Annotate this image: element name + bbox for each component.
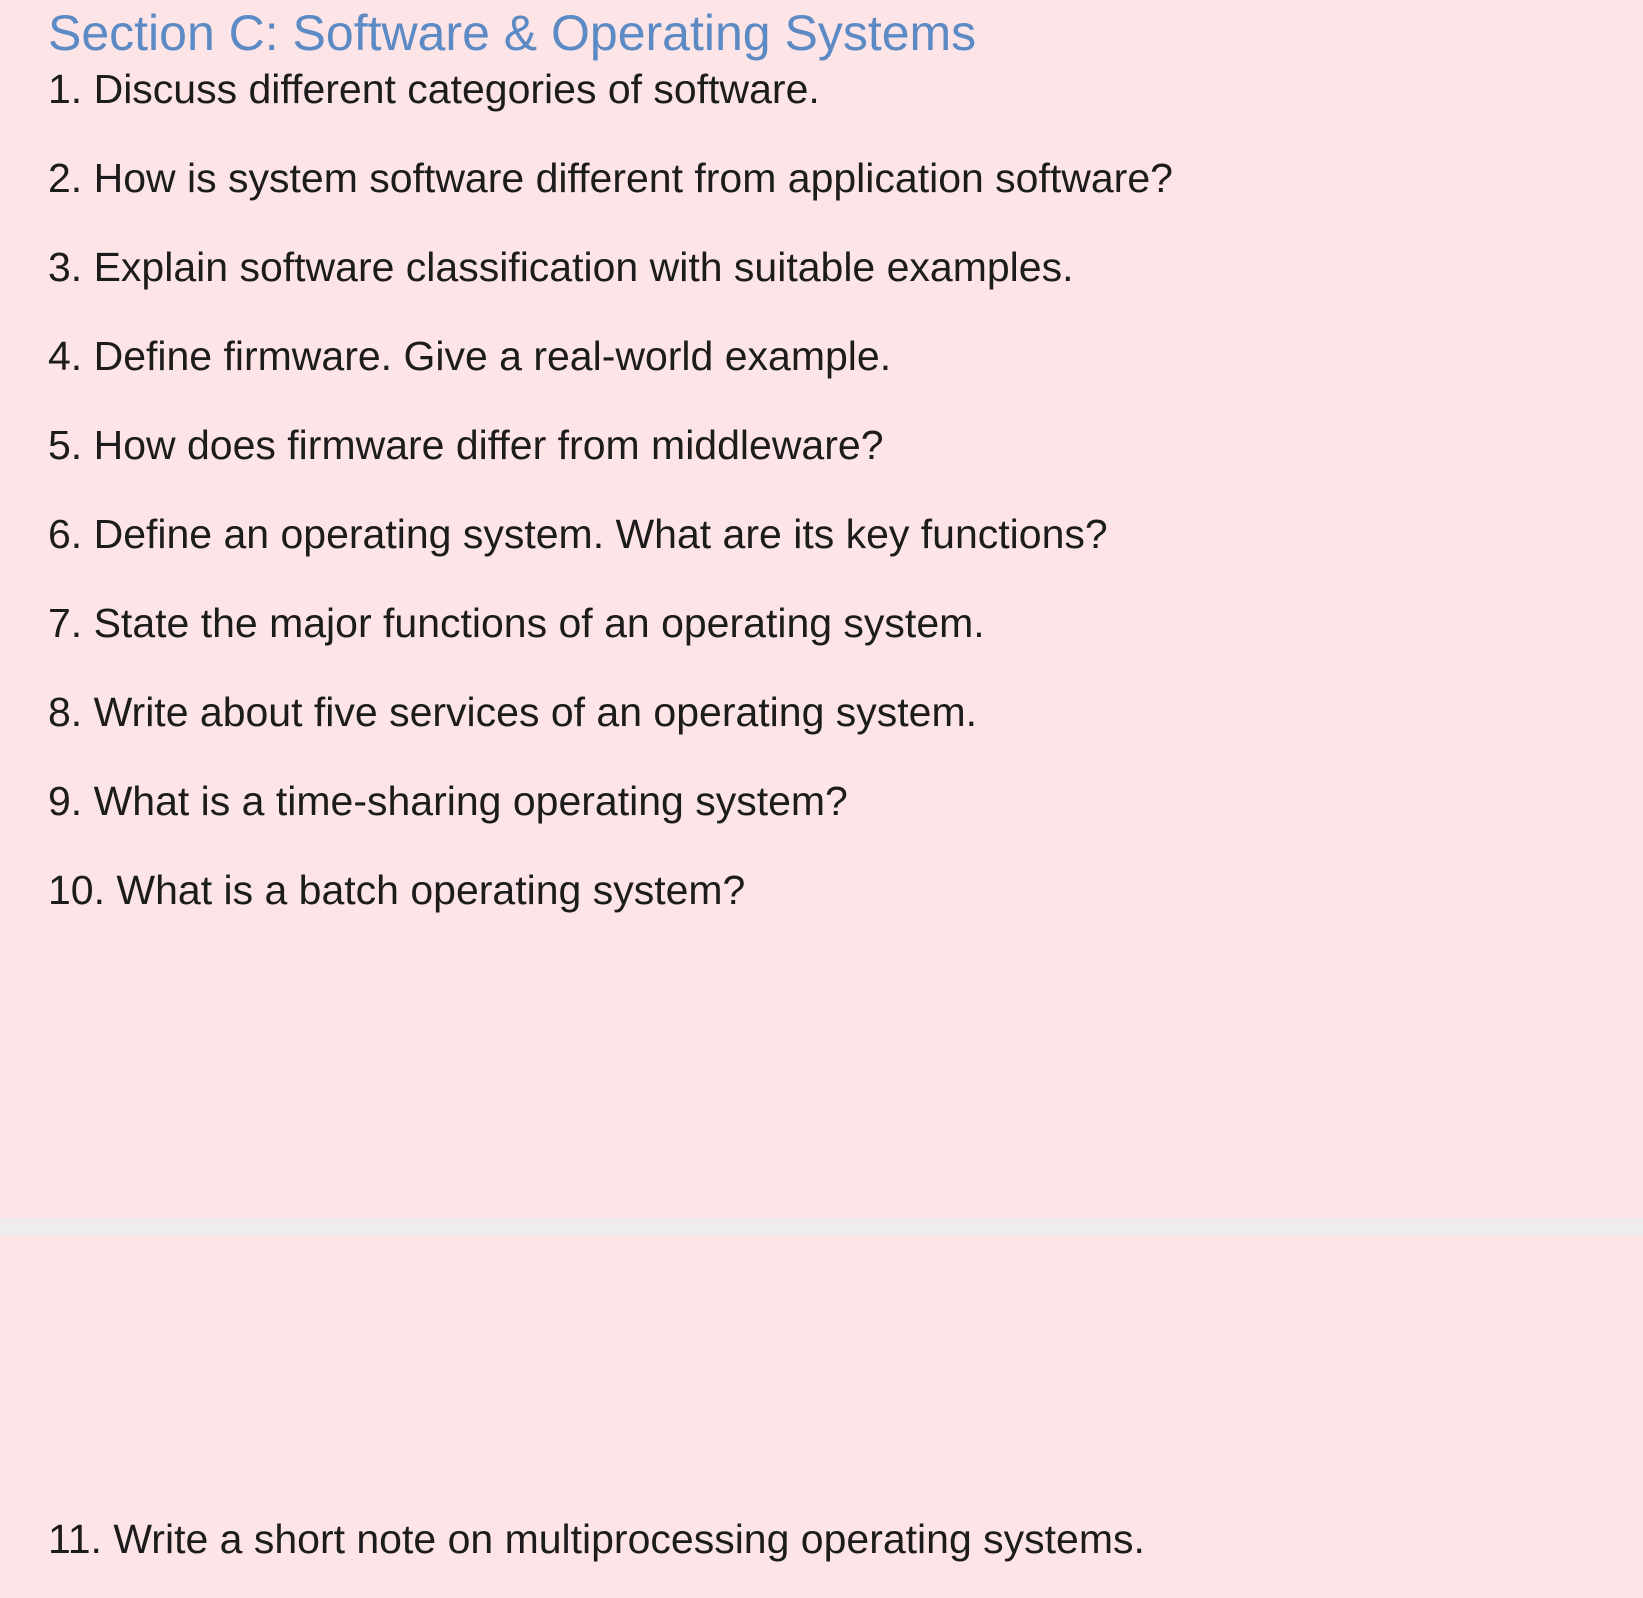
question-6: 6. Define an operating system. What are its key functions? [48, 511, 1108, 557]
question-8: 8. Write about five services of an operating system. [48, 689, 978, 735]
question-9: 9. What is a time-sharing operating system? [48, 778, 848, 824]
question-2: 2. How is system software different from application software? [48, 155, 1173, 201]
question-3: 3. Explain software classification with suitable examples. [48, 244, 1074, 290]
question-7: 7. State the major functions of an operating system. [48, 600, 985, 646]
document-page-2 [0, 1236, 1643, 1598]
page-separator [0, 1218, 1643, 1236]
question-11: 11. Write a short note on multiprocessing operating systems. [48, 1516, 1145, 1562]
question-5: 5. How does firmware differ from middleware? [48, 422, 884, 468]
section-title: Section C: Software & Operating Systems [48, 5, 977, 61]
question-4: 4. Define firmware. Give a real-world example. [48, 333, 892, 379]
question-1: 1. Discuss different categories of software. [48, 66, 820, 112]
question-10: 10. What is a batch operating system? [48, 867, 746, 913]
